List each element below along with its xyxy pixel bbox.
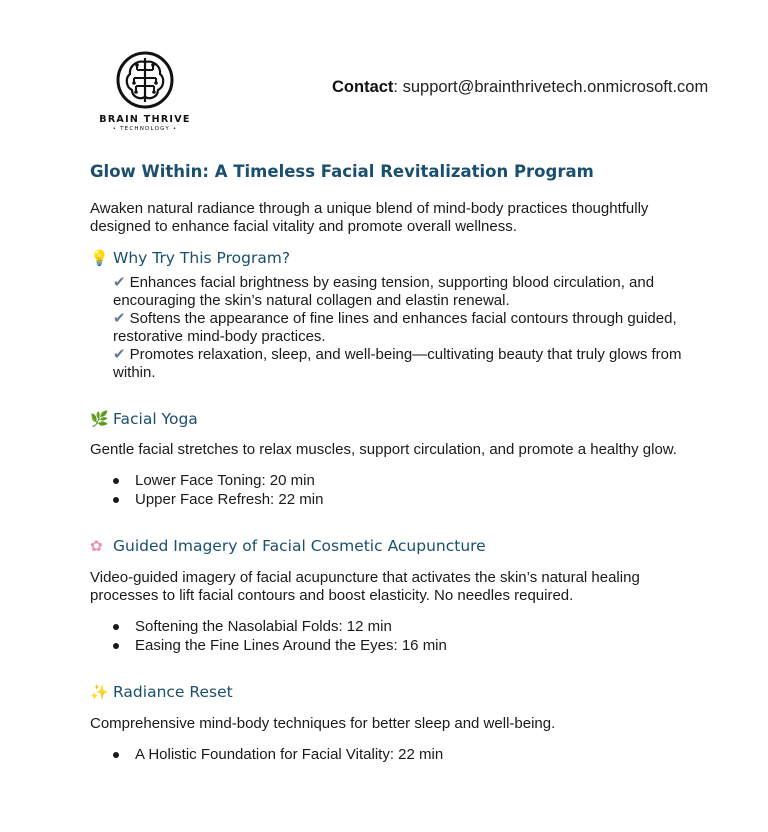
section-heading-facial-yoga bbox=[90, 410, 198, 428]
session-label: Upper Face Refresh: 22 min bbox=[135, 490, 324, 508]
bullet-icon bbox=[113, 497, 119, 503]
bullet-icon bbox=[113, 478, 119, 484]
section-heading-text: Facial Yoga bbox=[113, 410, 198, 428]
checkmark-icon: ✔ bbox=[113, 310, 126, 327]
contact-email[interactable]: : support@brainthrivetech.onmicrosoft.com bbox=[393, 78, 709, 96]
section-heading-guided-imagery bbox=[90, 537, 486, 555]
session-list bbox=[113, 746, 443, 765]
section-description: Gentle facial stretches to relax muscles, support circulation, and promote a healthy glow. bbox=[90, 441, 677, 458]
brain-icon bbox=[115, 50, 175, 110]
brand-logo bbox=[97, 50, 193, 132]
checkmark-icon: ✔ bbox=[113, 274, 126, 291]
benefit-item bbox=[113, 346, 683, 382]
list-item[interactable] bbox=[113, 637, 447, 656]
checkmark-icon: ✔ bbox=[113, 346, 126, 363]
session-list bbox=[113, 472, 323, 509]
list-item[interactable] bbox=[113, 472, 323, 491]
why-heading bbox=[90, 249, 290, 267]
bullet-icon bbox=[113, 752, 119, 758]
benefit-item bbox=[113, 274, 683, 310]
section-heading-text: Radiance Reset bbox=[113, 683, 233, 701]
benefit-text: Softens the appearance of fine lines and enhances facial contours through guided, restorative mind-body practices. bbox=[113, 310, 677, 345]
blossom-icon: ✿ bbox=[90, 537, 103, 555]
contact-line bbox=[332, 78, 708, 97]
session-list bbox=[113, 618, 447, 655]
benefits-list bbox=[113, 274, 683, 382]
bullet-icon bbox=[113, 624, 119, 630]
bullet-icon bbox=[113, 643, 119, 649]
intro-paragraph: Awaken natural radiance through a unique blend of mind-body practices thoughtfully designed to enhance facial vitality and promote overall wellness. bbox=[90, 200, 649, 235]
list-item[interactable] bbox=[113, 618, 447, 637]
lightbulb-icon: 💡 bbox=[90, 249, 109, 267]
why-heading-text: Why Try This Program? bbox=[113, 249, 291, 267]
list-item[interactable] bbox=[113, 491, 323, 510]
section-description: Comprehensive mind-body techniques for better sleep and well-being. bbox=[90, 715, 556, 732]
benefit-text: Promotes relaxation, sleep, and well-being—cultivating beauty that truly glows from within. bbox=[113, 346, 682, 381]
benefit-text: Enhances facial brightness by easing tension, supporting blood circulation, and encouraging the skin’s natural collagen and elastin renewal. bbox=[113, 274, 655, 309]
logo-subtitle: • TECHNOLOGY • bbox=[112, 126, 178, 132]
sparkles-icon: ✨ bbox=[90, 683, 109, 701]
session-label: Softening the Nasolabial Folds: 12 min bbox=[135, 618, 392, 635]
session-label: Easing the Fine Lines Around the Eyes: 16 min bbox=[135, 636, 447, 654]
page-title: Glow Within: A Timeless Facial Revitalization Program bbox=[90, 162, 594, 181]
session-label: Lower Face Toning: 20 min bbox=[135, 472, 315, 489]
benefit-item bbox=[113, 310, 683, 346]
section-heading-radiance-reset bbox=[90, 683, 233, 701]
list-item[interactable] bbox=[113, 746, 443, 765]
herb-icon: 🌿 bbox=[90, 410, 109, 428]
section-heading-text: Guided Imagery of Facial Cosmetic Acupuncture bbox=[113, 537, 486, 555]
logo-name: BRAIN THRIVE bbox=[99, 114, 191, 125]
section-description: Video-guided imagery of facial acupuncture that activates the skin’s natural healing processes to lift facial contours and boost elasticity. No needles required. bbox=[90, 569, 640, 604]
session-label: A Holistic Foundation for Facial Vitality: 22 min bbox=[135, 746, 444, 763]
contact-label: Contact bbox=[332, 78, 394, 96]
